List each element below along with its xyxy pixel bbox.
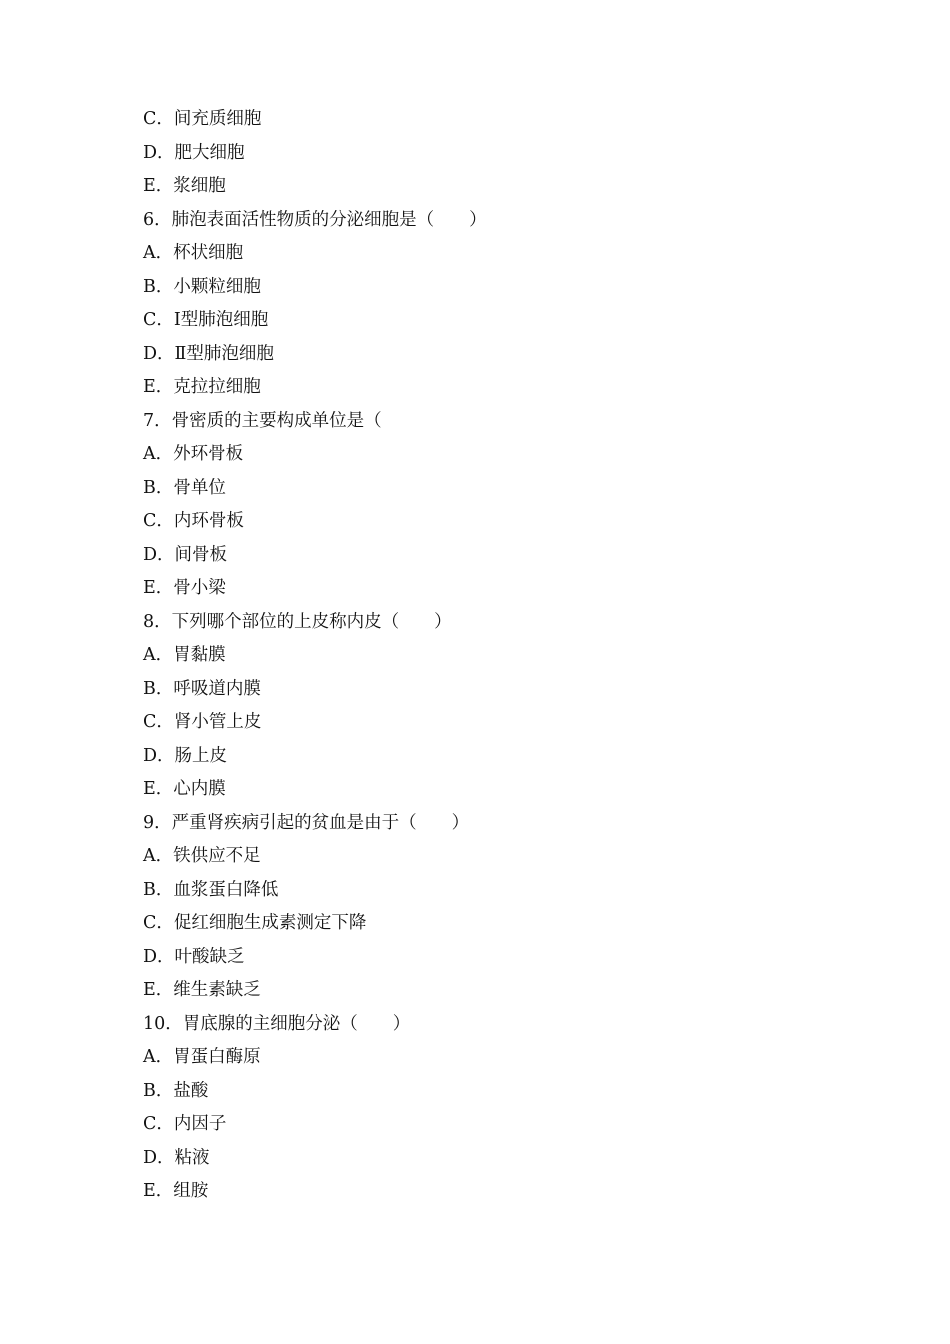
option-line: A．胃蛋白酶原: [143, 1047, 261, 1067]
option-line: C．内因子: [143, 1114, 227, 1134]
option-line: C．促红细胞生成素测定下降: [143, 913, 367, 933]
question-line: 7．骨密质的主要构成单位是（: [143, 410, 382, 431]
option-line: E．浆细胞: [143, 176, 226, 196]
document-page: [143, 103, 843, 1209]
option-line: B．呼吸道内膜: [143, 678, 261, 699]
option-line: A．铁供应不足: [143, 846, 261, 866]
option-line: E．组胺: [143, 1181, 209, 1201]
option-line: D．叶酸缺乏: [143, 946, 245, 967]
option-line: B．盐酸: [143, 1080, 209, 1101]
option-line: E．心内膜: [143, 779, 226, 799]
option-line: D．肥大细胞: [143, 142, 245, 163]
option-line: B．小颗粒细胞: [143, 276, 261, 297]
option-line: E．维生素缺乏: [143, 980, 261, 1000]
option-line: C．肾小管上皮: [143, 712, 262, 732]
option-line: C．Ⅰ型肺泡细胞: [143, 310, 269, 330]
option-line: B．骨单位: [143, 477, 226, 498]
question-line: 10．胃底腺的主细胞分泌（ ）: [143, 1013, 411, 1034]
option-line: C．间充质细胞: [143, 109, 262, 129]
option-line: D．粘液: [143, 1147, 210, 1168]
option-line: D．Ⅱ型肺泡细胞: [143, 343, 274, 364]
option-line: A．杯状细胞: [143, 243, 244, 263]
option-line: A．外环骨板: [143, 444, 244, 464]
option-line: E．克拉拉细胞: [143, 377, 261, 397]
option-line: D．间骨板: [143, 544, 228, 565]
question-line: 6．肺泡表面活性物质的分泌细胞是（ ）: [143, 209, 487, 230]
option-line: C．内环骨板: [143, 511, 244, 531]
question-line: 8．下列哪个部位的上皮称内皮（ ）: [143, 611, 452, 632]
option-line: A．胃黏膜: [143, 645, 226, 665]
option-line: D．肠上皮: [143, 745, 228, 766]
option-line: B．血浆蛋白降低: [143, 879, 279, 900]
option-line: E．骨小梁: [143, 578, 226, 598]
question-line: 9．严重肾疾病引起的贫血是由于（ ）: [143, 812, 470, 833]
